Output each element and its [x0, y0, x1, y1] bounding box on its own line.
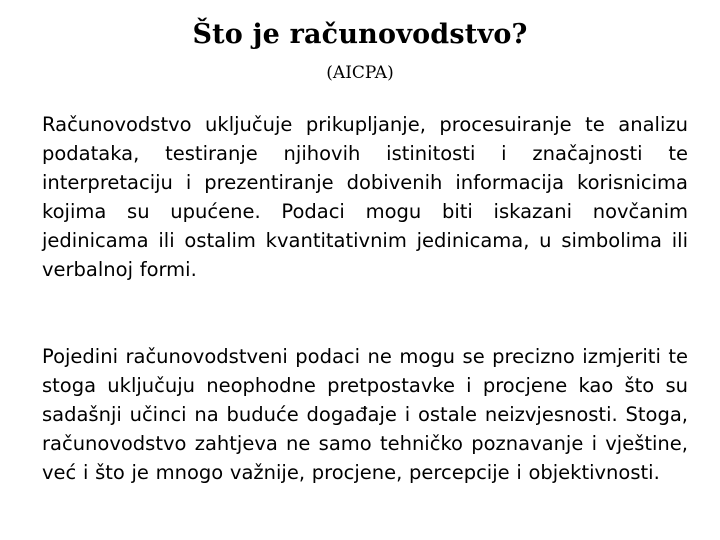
paragraph-definition: Računovodstvo uključuje prikupljanje, procesuiranje te analizu podataka, testiranje njihovih istinitosti i značajnosti te interpretaciju i prezentiranje dobivenih informacija korisnicima kojima su upućene. Podaci mogu biti iskazani novčanim jedinicama ili ostalim kvantitativnim jedinicama, u simbolima ili verbalnoj formi.: [42, 113, 688, 281]
slide-subtitle: (AICPA): [326, 63, 394, 83]
paragraph-estimates: Pojedini računovodstveni podaci ne mogu se precizno izmjeriti te stoga uključuju neophodne pretpostavke i procjene kao što su sadašnji učinci na buduće događaje i ostale neizvjesnosti. Stoga, računovodstvo zahtjeva ne samo tehničko poznavanje i vještine, već i što je mnogo važnije, procjene, percepcije i objektivnosti.: [42, 345, 688, 484]
slide-title: Što je računovodstvo?: [192, 19, 528, 50]
